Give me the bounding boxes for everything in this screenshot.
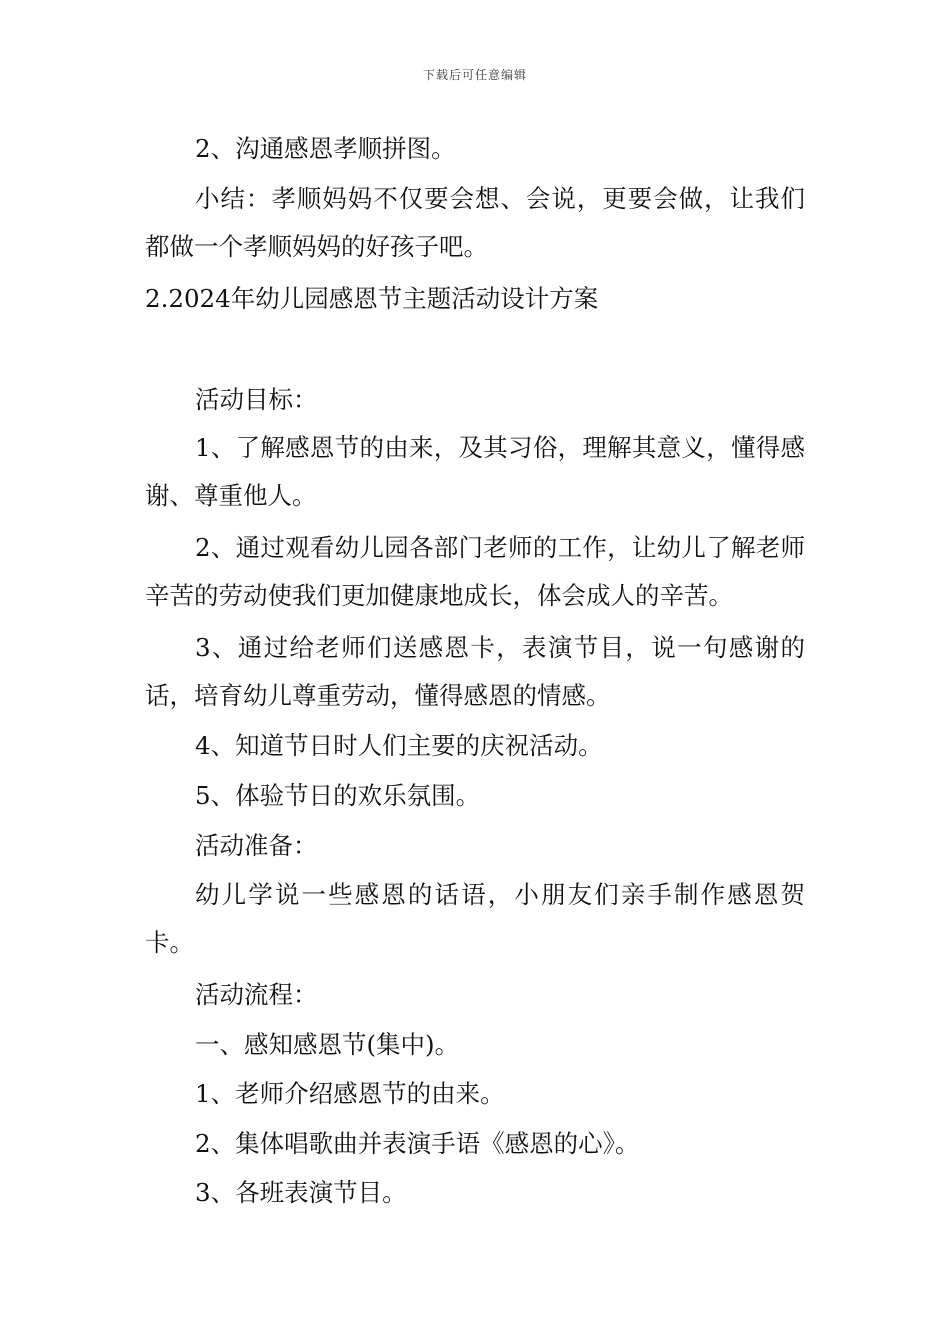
section-title: 2.2024年幼儿园感恩节主题活动设计方案	[145, 284, 599, 313]
goal-item-4: 4、知道节日时人们主要的庆祝活动。	[195, 731, 603, 760]
paragraph-puzzle: 2、沟通感恩孝顺拼图。	[195, 134, 456, 163]
goal-item-5: 5、体验节日的欢乐氛围。	[195, 781, 481, 810]
process-item-1: 1、老师介绍感恩节的由来。	[195, 1079, 505, 1108]
preparation-text: 幼儿学说一些感恩的话语，小朋友们亲手制作感恩贺卡。	[145, 880, 805, 957]
goal-item-1: 1、了解感恩节的由来，及其习俗，理解其意义，懂得感谢、尊重他人。	[145, 433, 805, 510]
heading-activity-preparation: 活动准备：	[195, 831, 318, 860]
header-note: 下载后可任意编辑	[422, 68, 527, 82]
process-step-1: 一、感知感恩节(集中)。	[195, 1030, 460, 1059]
heading-activity-process: 活动流程：	[195, 980, 318, 1009]
heading-activity-goals: 活动目标：	[195, 385, 318, 414]
paragraph-summary: 小结：孝顺妈妈不仅要会想、会说，更要会做，让我们都做一个孝顺妈妈的好孩子吧。	[145, 184, 805, 261]
process-item-2: 2、集体唱歌曲并表演手语《感恩的心》。	[195, 1129, 640, 1158]
goal-item-2: 2、通过观看幼儿园各部门老师的工作，让幼儿了解老师辛苦的劳动使我们更加健康地成长，体会成人的辛苦。	[145, 533, 805, 610]
goal-item-3: 3、通过给老师们送感恩卡，表演节目，说一句感谢的话，培育幼儿尊重劳动，懂得感恩的情感。	[145, 633, 805, 710]
process-item-3: 3、各班表演节目。	[195, 1178, 407, 1207]
